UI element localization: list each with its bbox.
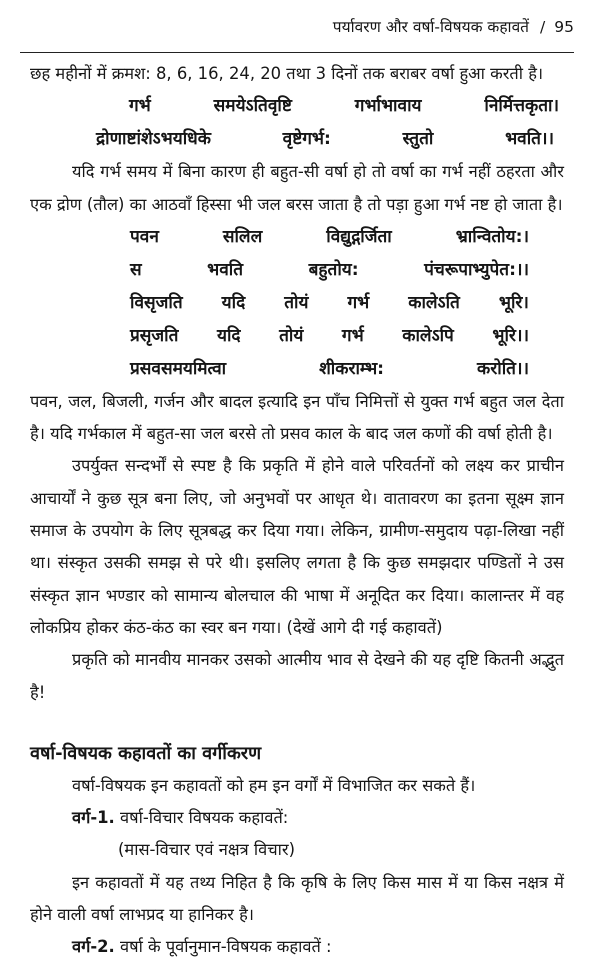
verse-word: गर्भ: [129, 96, 151, 117]
verse-word: भूरि।।: [492, 325, 529, 346]
verse-word: निर्मित्तकृता।: [484, 96, 559, 117]
verse-word: पंचरूपाभ्युपेत:।।: [424, 259, 529, 280]
verse-word: सलिल: [222, 226, 263, 247]
paragraph-five-factors: पवन, जल, बिजली, गर्जन और बादल इत्यादि इन पाँच निमित्तों से युक्त गर्भ बहुत जल देता है। यदि गर्भकाल में बहुत-सा जल बरसे तो प्रसव काल के बाद जल कणों की वर्षा होती है।: [30, 391, 564, 444]
verse-word: विसृजति: [130, 292, 183, 313]
verse-line-4: [130, 254, 529, 287]
verse-word: प्रसृजति: [130, 325, 179, 346]
verse-word: भवति: [207, 259, 244, 280]
verse-line-3: [130, 221, 529, 254]
paragraph-rain-days: छह महीनों में क्रमश: 8, 6, 16, 24, 20 तथा 3 दिनों तक बराबर वर्षा हुआ करती है।: [30, 64, 544, 83]
verse-line-1: [129, 90, 559, 123]
verse-word: गर्भाभावाय: [354, 96, 422, 117]
verse-word: गर्भ: [347, 292, 370, 313]
verse-word: शीकराम्भ:: [319, 358, 385, 379]
verse-word: कालेऽपि: [402, 325, 454, 346]
verse-word: गर्भ: [341, 325, 364, 346]
verse-word: यदि: [216, 325, 241, 346]
category-1-title: वर्षा-विचार विषयक कहावतें:: [114, 808, 289, 828]
page-body: [30, 58, 564, 964]
verse-line-2: [96, 123, 554, 156]
verse-word: तोयं: [279, 325, 304, 346]
category-1-subtitle: (मास-विचार एवं नक्षत्र विचार): [118, 840, 295, 860]
section-heading: वर्षा-विषयक कहावतों का वर्गीकरण: [30, 742, 262, 764]
paragraph-garbha-explanation: यदि गर्भ समय में बिना कारण ही बहुत-सी वर्षा हो तो वर्षा का गर्भ नहीं ठहरता और एक द्रोण (तौल) का आठवाँ हिस्सा भी जल बरस जाता है तो पड़ा हुआ गर्भ नष्ट हो जाता है।: [30, 162, 564, 214]
section-spacer: [30, 709, 564, 738]
verse-word: स्तुतो: [402, 129, 434, 150]
verse-word: यदि: [221, 292, 246, 313]
running-header: [20, 16, 574, 53]
verse-word: तोयं: [284, 292, 309, 313]
verse-word: वृष्टेगर्भ:: [282, 129, 331, 150]
verse-word: विद्युद्गर्जिता: [326, 226, 392, 247]
verse-word: पवन: [130, 226, 159, 247]
verse-word: द्रोणाष्टांशेऽभयधिके: [96, 129, 211, 150]
category-2-heading: [30, 931, 564, 963]
verse-word: भवति।।: [505, 129, 554, 150]
header-separator: /: [540, 18, 546, 36]
verse-word: करोति।।: [477, 358, 529, 379]
running-title: पर्यावरण और वर्षा-विषयक कहावतें: [332, 18, 530, 36]
verse-line-7: [130, 353, 529, 386]
section-intro: वर्षा-विषयक इन कहावतों को हम इन वर्गों में विभाजित कर सकते हैं।: [72, 775, 476, 795]
category-1-heading: [30, 802, 564, 834]
category-2-label: वर्ग-2.: [72, 937, 115, 957]
paragraph-ancient-sutras: उपर्युक्त सन्दर्भों से स्पष्ट है कि प्रकृति में होने वाले परिवर्तनों को लक्ष्य कर प्राचीन आचार्यों ने कुछ सूत्र बना लिए, जो अनुभवों पर आधृत थे। वातावरण का इतना सूक्ष्म ज्ञान समाज के उपयोग के लिए सूत्रबद्ध कर दिया गया। लेकिन, ग्रामीण-समुदाय पढ़ा-लिखा नहीं था। संस्कृत उसकी समझ से परे थी। इसलिए लगता है कि कुछ समझदार पण्डितों ने उस संस्कृत ज्ञान भण्डार को सामान्य बोलचाल की भाषा में अनूदित कर दिया। कालान्तर में वह लोकप्रिय होकर कंठ-कंठ का स्वर बन गया। (देखें आगे दी गई कहावतें): [30, 456, 564, 637]
category-1-text: इन कहावतों में यह तथ्य निहित है कि कृषि के लिए किस मास में या किस नक्षत्र में होने वाली वर्षा लाभप्रद या हानिकर है।: [30, 872, 564, 925]
verse-line-5: [130, 287, 529, 320]
paragraph-nature-view: प्रकृति को मानवीय मानकर उसको आत्मीय भाव से देखने की यह दृष्टि कितनी अद्भुत है!: [30, 650, 564, 702]
page-number: 95: [554, 18, 574, 36]
category-1-label: वर्ग-1.: [72, 808, 115, 828]
verse-word: कालेऽति: [408, 292, 460, 313]
verse-word: स: [130, 259, 142, 280]
verse-line-6: [130, 320, 529, 353]
verse-word: समयेऽतिवृष्टि: [213, 96, 292, 117]
verse-word: बहुतोय:: [308, 259, 359, 280]
verse-word: प्रसवसमयमित्वा: [130, 358, 227, 379]
verse-word: भ्रान्वितोय:।: [455, 226, 529, 247]
verse-word: भूरि।: [498, 292, 529, 313]
category-2-title: वर्षा के पूर्वानुमान-विषयक कहावतें :: [114, 937, 332, 957]
